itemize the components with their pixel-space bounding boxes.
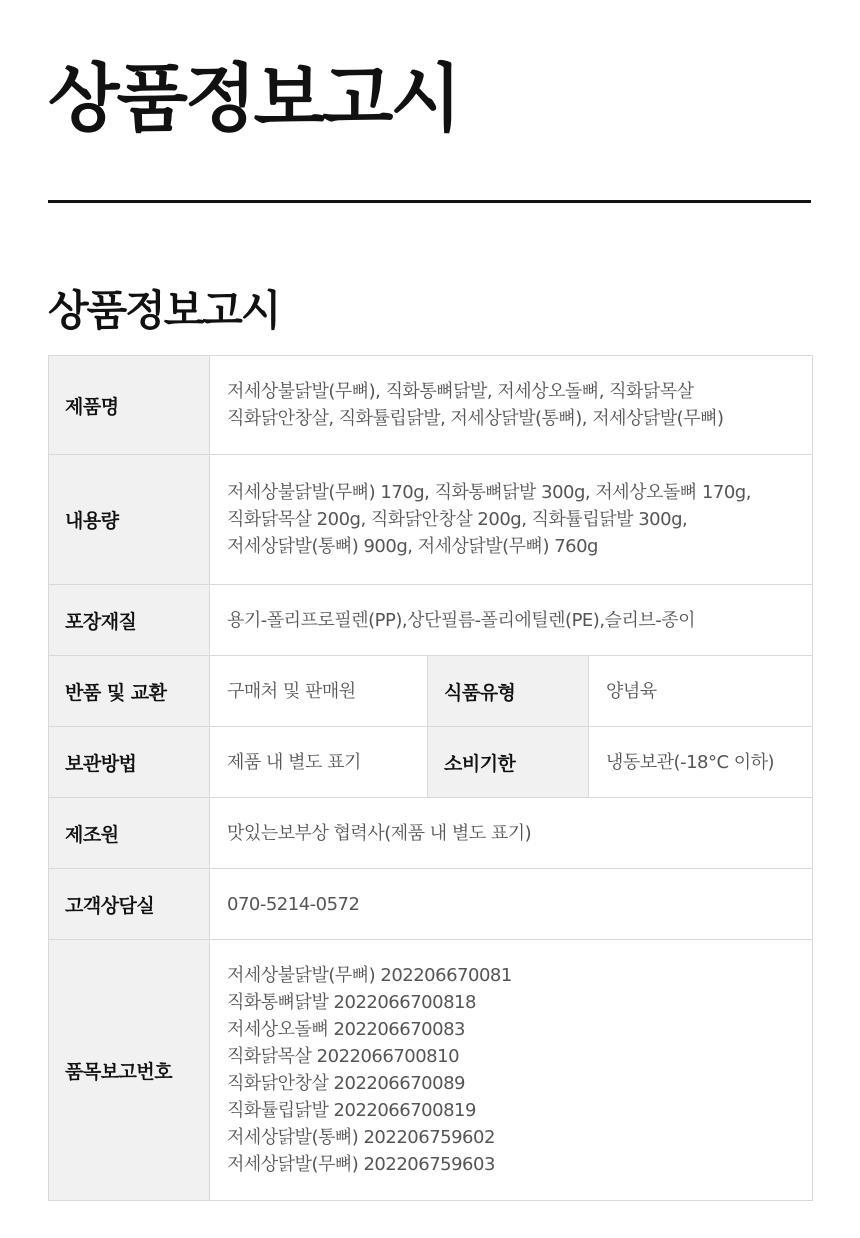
row-storage-expiry xyxy=(49,727,813,798)
row-manufacturer xyxy=(49,798,813,869)
packaging-text: 용기-폴리프로필렌(PP),상단필름-폴리에틸렌(PE),슬리브-종이 xyxy=(227,609,695,631)
report-number-line: 저세상닭발(통뼈) 202206759602 xyxy=(227,1127,495,1148)
manufacturer-value: 맛있는보부상 협력사(제품 내 별도 표기) xyxy=(210,798,813,869)
content-volume-line: 저세상닭발(통뼈) 900g, 저세상닭발(무뼈) 760g xyxy=(227,536,598,557)
report-number-line: 직화닭목살 2022066700810 xyxy=(227,1046,460,1067)
row-return-foodtype xyxy=(49,656,813,727)
row-customer-center xyxy=(49,869,813,940)
product-info-table xyxy=(48,355,813,1201)
customer-center-label: 고객상담실 xyxy=(49,869,210,940)
product-name-line: 직화닭안창살, 직화튤립닭발, 저세상닭발(통뼈), 저세상닭발(무뼈) xyxy=(227,408,724,429)
storage-label: 보관방법 xyxy=(49,727,210,798)
report-number-line: 직화튤립닭발 2022066700819 xyxy=(227,1100,476,1121)
storage-value: 제품 내 별도 표기 xyxy=(210,727,428,798)
manufacturer-label: 제조원 xyxy=(49,798,210,869)
content-volume-line: 저세상불닭발(무뼈) 170g, 직화통뼈닭발 300g, 저세상오돌뼈 170g, xyxy=(227,482,751,503)
food-type-label: 식품유형 xyxy=(428,656,589,727)
return-exchange-label: 반품 및 교환 xyxy=(49,656,210,727)
section-title: 상품정보고시 xyxy=(48,286,280,335)
row-report-numbers xyxy=(49,940,813,1201)
product-name-value xyxy=(210,356,813,455)
content-volume-value xyxy=(210,455,813,585)
content-volume-label: 내용량 xyxy=(49,455,210,585)
row-packaging xyxy=(49,585,813,656)
report-number-line: 저세상불닭발(무뼈) 202206670081 xyxy=(227,965,512,986)
expiry-label: 소비기한 xyxy=(428,727,589,798)
report-number-line: 직화통뼈닭발 2022066700818 xyxy=(227,992,476,1013)
report-number-line: 직화닭안창살 202206670089 xyxy=(227,1073,465,1094)
row-product-name xyxy=(49,356,813,455)
expiry-value: 냉동보관(-18°C 이하) xyxy=(589,727,813,798)
title-divider xyxy=(48,200,811,203)
report-numbers-label: 품목보고번호 xyxy=(49,940,210,1201)
product-name-label: 제품명 xyxy=(49,356,210,455)
packaging-label: 포장재질 xyxy=(49,585,210,656)
report-number-line: 저세상오돌뼈 202206670083 xyxy=(227,1019,465,1040)
return-exchange-value: 구매처 및 판매원 xyxy=(210,656,428,727)
row-content-volume xyxy=(49,455,813,585)
food-type-value: 양념육 xyxy=(589,656,813,727)
page-title: 상품정보고시 xyxy=(48,56,459,142)
product-name-line: 저세상불닭발(무뼈), 직화통뼈닭발, 저세상오돌뼈, 직화닭목살 xyxy=(227,381,694,402)
report-number-line: 저세상닭발(무뼈) 202206759603 xyxy=(227,1154,495,1175)
content-volume-line: 직화닭목살 200g, 직화닭안창살 200g, 직화튤립닭발 300g, xyxy=(227,509,688,530)
packaging-value xyxy=(210,585,813,656)
report-numbers-value xyxy=(210,940,813,1201)
customer-center-value: 070-5214-0572 xyxy=(210,869,813,940)
